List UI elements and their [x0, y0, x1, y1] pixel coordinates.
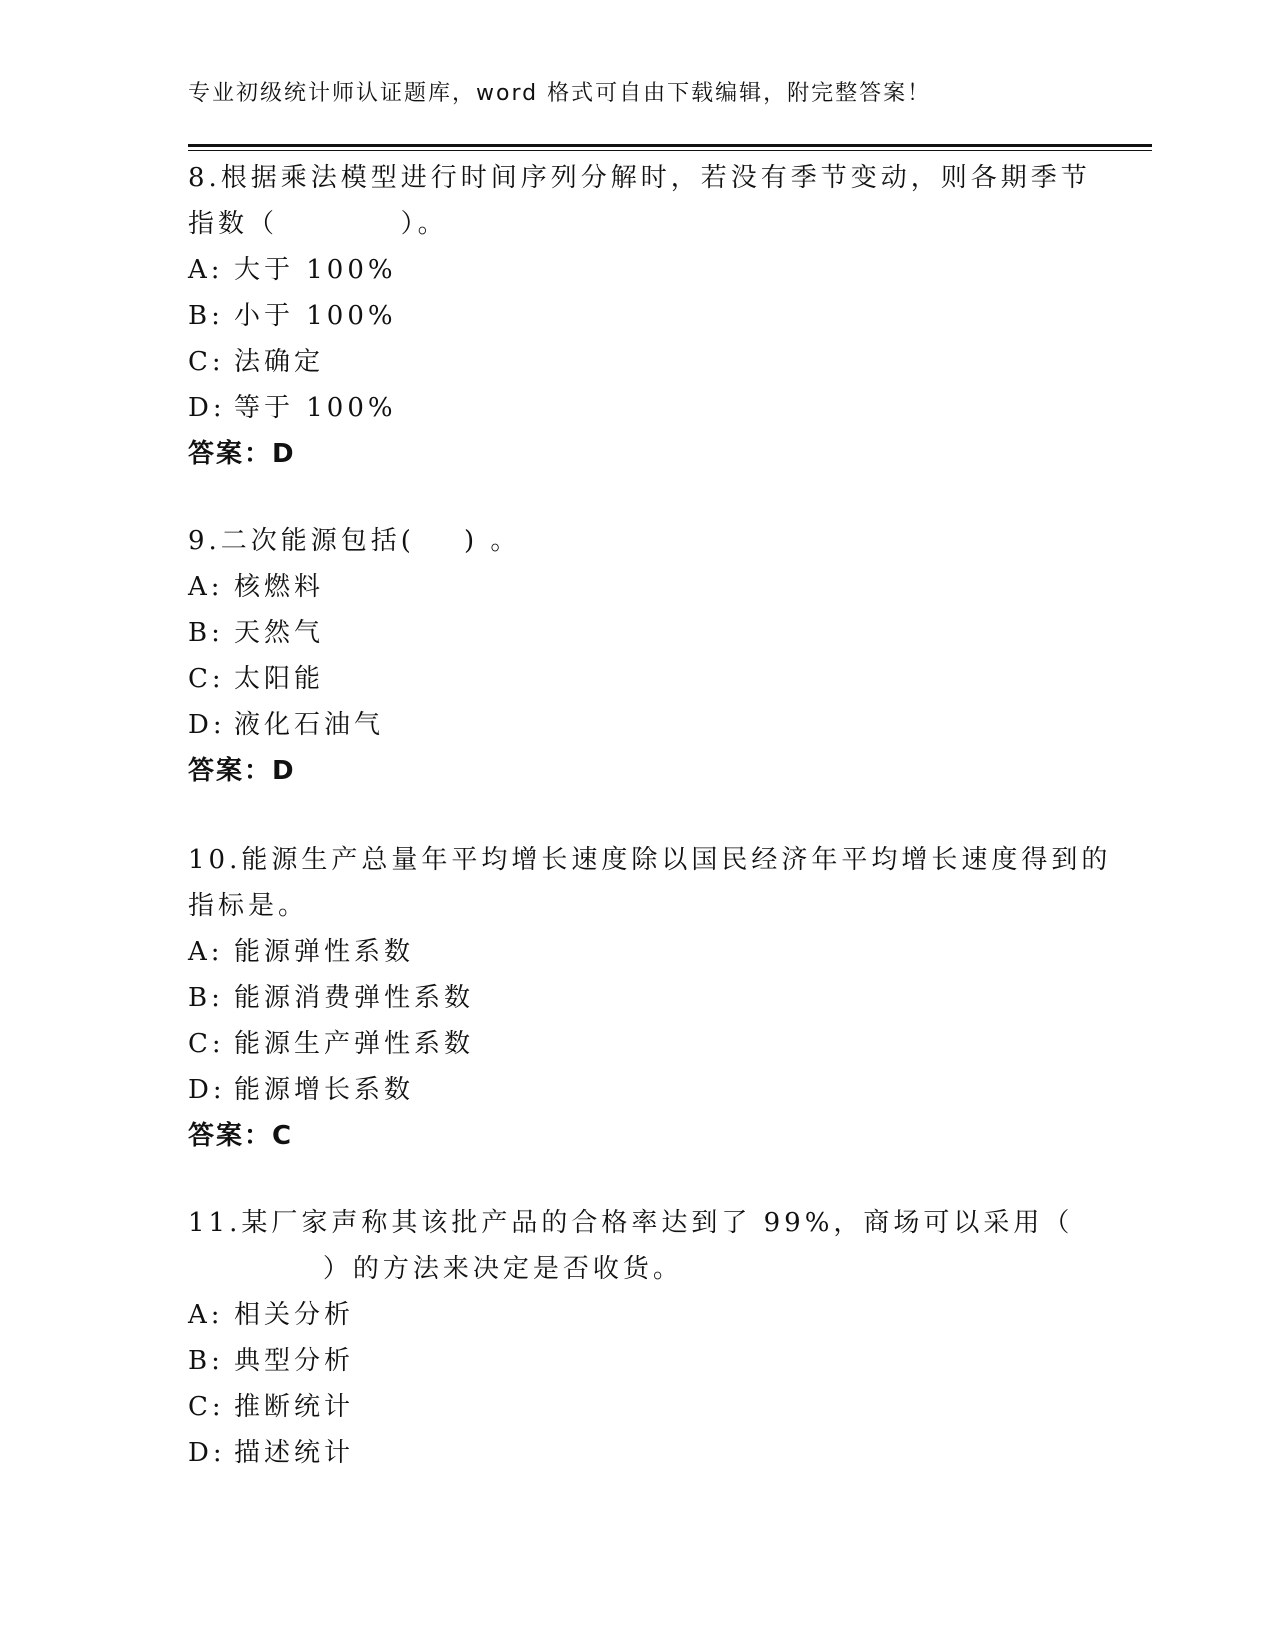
option-letter: A: — [188, 255, 224, 285]
option-text: 太阳能 — [234, 664, 325, 694]
option-letter: C: — [188, 1029, 225, 1059]
option-a — [188, 929, 1088, 975]
option-letter: B: — [188, 301, 224, 331]
option-d — [188, 385, 1088, 431]
page-header: 专业初级统计师认证题库，word 格式可自由下载编辑，附完整答案！ — [188, 81, 932, 106]
answer-line: 答案：D — [188, 439, 296, 469]
option-text: 相关分析 — [234, 1300, 355, 1330]
option-a — [188, 564, 1088, 610]
question-stem-line: 指标是。 — [188, 891, 309, 921]
option-d — [188, 1067, 1088, 1113]
option-b — [188, 1338, 1088, 1384]
option-text: 法确定 — [234, 347, 325, 377]
answer-line: 答案：D — [188, 756, 296, 786]
option-text: 能源增长系数 — [234, 1075, 415, 1105]
option-b — [188, 293, 1088, 339]
question-11 — [188, 1200, 1088, 1476]
question-stem-line: 9.二次能源包括( ) 。 — [188, 526, 521, 556]
option-text: 小于 100% — [234, 301, 397, 331]
option-b — [188, 610, 1088, 656]
option-letter: D: — [188, 393, 226, 423]
question-stem-line: 指数（ ）。 — [188, 209, 448, 239]
option-text: 能源消费弹性系数 — [234, 983, 475, 1013]
option-a — [188, 247, 1088, 293]
option-d — [188, 702, 1088, 748]
option-letter: D: — [188, 710, 226, 740]
question-stem-line: 10.能源生产总量年平均增长速度除以国民经济年平均增长速度得到的 — [188, 845, 1112, 875]
question-9 — [188, 518, 1088, 794]
option-text: 描述统计 — [234, 1438, 355, 1468]
option-letter: B: — [188, 983, 224, 1013]
option-text: 天然气 — [234, 618, 325, 648]
option-text: 大于 100% — [234, 255, 397, 285]
header-divider-thin — [188, 150, 1152, 151]
option-text: 能源生产弹性系数 — [234, 1029, 475, 1059]
option-text: 推断统计 — [234, 1392, 355, 1422]
option-a — [188, 1292, 1088, 1338]
option-letter: B: — [188, 1346, 224, 1376]
answer-line: 答案：C — [188, 1121, 294, 1151]
header-divider-thick — [188, 144, 1152, 147]
option-text: 等于 100% — [234, 393, 397, 423]
question-stem-line: 11.某厂家声称其该批产品的合格率达到了 99%，商场可以采用（ — [188, 1208, 1074, 1238]
option-c — [188, 339, 1088, 385]
option-letter: C: — [188, 664, 225, 694]
option-text: 液化石油气 — [234, 710, 385, 740]
option-c — [188, 656, 1088, 702]
option-b — [188, 975, 1088, 1021]
question-stem-line: ）的方法来决定是否收货。 — [188, 1254, 683, 1284]
option-letter: C: — [188, 347, 225, 377]
question-stem-line: 8.根据乘法模型进行时间序列分解时，若没有季节变动，则各期季节 — [188, 163, 1091, 193]
option-letter: A: — [188, 937, 224, 967]
option-text: 能源弹性系数 — [234, 937, 415, 967]
question-8 — [188, 155, 1091, 477]
option-letter: D: — [188, 1438, 226, 1468]
option-c — [188, 1021, 1088, 1067]
question-10 — [188, 837, 1112, 1159]
option-c — [188, 1384, 1088, 1430]
option-letter: D: — [188, 1075, 226, 1105]
option-letter: A: — [188, 572, 224, 602]
option-letter: A: — [188, 1300, 224, 1330]
option-text: 典型分析 — [234, 1346, 355, 1376]
option-letter: B: — [188, 618, 224, 648]
option-text: 核燃料 — [234, 572, 325, 602]
option-d — [188, 1430, 1088, 1476]
option-letter: C: — [188, 1392, 225, 1422]
